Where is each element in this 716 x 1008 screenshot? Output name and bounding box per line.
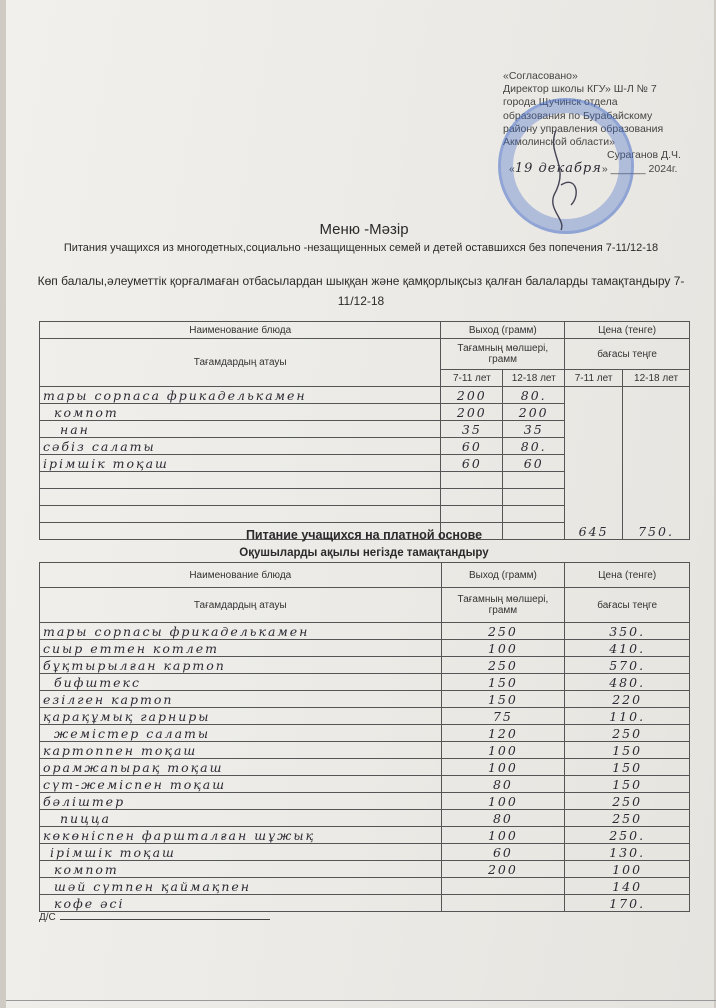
approval-line: образования по Бурабайскому: [503, 109, 653, 122]
empty-cell: [441, 506, 503, 523]
col-header-price-ru: Цена (тенге): [565, 322, 690, 339]
dish-price: 250: [565, 725, 690, 742]
subtitle-kz: Көп балалы,әлеуметтік қорғалмаған отбасылардан шыққан және қамқорлықсыз қалған балаларды тамақтандыру 7-11/12-18: [37, 274, 685, 308]
dish-yield: 60: [441, 438, 503, 455]
total-price-12-18: 750.: [623, 387, 690, 540]
dish-price: 480.: [565, 674, 690, 691]
dish-name: жемістер салаты: [40, 725, 442, 742]
approval-line: Директор школы КГУ» Ш-Л № 7: [503, 83, 657, 96]
empty-cell: [503, 489, 565, 506]
dish-name: шәй сүтпен қаймақпен: [40, 878, 442, 895]
dish-name: кофе əсі: [40, 895, 442, 912]
dish-name: компот: [40, 861, 442, 878]
footer-signature-line: [39, 912, 270, 923]
dish-price: 140: [565, 878, 690, 895]
menu-table-free: [39, 321, 690, 540]
dish-name: бұқтырылған картоп: [40, 657, 442, 674]
dish-price: 220: [565, 691, 690, 708]
dish-price: 570.: [565, 657, 690, 674]
dish-name: қарақұмық гарниры: [40, 708, 442, 725]
approval-year: 2024г.: [648, 163, 678, 176]
approval-line: города Щучинск отдела: [503, 96, 618, 109]
dish-yield: 100: [441, 793, 565, 810]
total-price-7-11: 645: [565, 387, 623, 540]
dish-yield: 200: [441, 404, 503, 421]
empty-cell: [503, 506, 565, 523]
approval-signer: Сураганов Д.Ч.: [607, 149, 681, 162]
dish-yield: 200: [441, 861, 565, 878]
dish-yield: 250: [441, 623, 565, 640]
dish-yield: 80: [441, 810, 565, 827]
dish-yield: [441, 895, 565, 912]
dish-name: көкөніспен фаршталған шұжық: [40, 827, 442, 844]
dish-price: 250: [565, 810, 690, 827]
empty-cell: [40, 506, 441, 523]
dish-name: сәбіз салаты: [40, 438, 441, 455]
dish-name: тары сорпаса фрикаделькамен: [40, 387, 441, 404]
col-header-price-ru: Цена (тенге): [565, 563, 690, 588]
dish-yield: 200: [503, 404, 565, 421]
empty-cell: [40, 472, 441, 489]
dish-yield: 100: [441, 742, 565, 759]
signature-icon: [526, 125, 606, 235]
dish-yield: 100: [441, 759, 565, 776]
dish-price: 410.: [565, 640, 690, 657]
dish-yield: 80.: [503, 387, 565, 404]
dish-name: ірімшік тоқаш: [40, 455, 441, 472]
dish-name: бәліштер: [40, 793, 442, 810]
dish-price: 150: [565, 759, 690, 776]
col-header-yield-ru: Выход (грамм): [441, 322, 565, 339]
signature-line: [60, 919, 270, 920]
dish-yield: [441, 878, 565, 895]
dish-name: пицца: [40, 810, 442, 827]
col-header-name-kz: Тағамдардың атауы: [40, 339, 441, 387]
dish-name: сүт-жеміспен тоқаш: [40, 776, 442, 793]
approval-line: «Согласовано»: [503, 70, 578, 82]
dish-name: компот: [40, 404, 441, 421]
dish-yield: 100: [441, 827, 565, 844]
col-header-name-ru: Наименование блюда: [40, 563, 442, 588]
dish-price: 250: [565, 793, 690, 810]
col-header-price-kz: бағасы теңге: [565, 339, 690, 370]
col-header-name-ru: Наименование блюда: [40, 322, 441, 339]
dish-yield: 35: [503, 421, 565, 438]
dish-name: бифштекс: [40, 674, 442, 691]
dish-price: 130.: [565, 844, 690, 861]
approval-line: району управления образования: [503, 122, 664, 135]
empty-cell: [40, 489, 441, 506]
dish-name: езілген картоп: [40, 691, 442, 708]
dish-price: 250.: [565, 827, 690, 844]
dish-yield: 250: [441, 657, 565, 674]
dish-price: 150: [565, 742, 690, 759]
document-sheet: [6, 0, 714, 1008]
age-header: 12-18 лет: [503, 370, 565, 387]
age-header: 7-11 лет: [565, 370, 623, 387]
approval-line: Акмолинской области»: [503, 136, 615, 149]
age-header: 7-11 лет: [441, 370, 503, 387]
handwritten-date: 19 декабря: [514, 161, 602, 177]
empty-cell: [441, 472, 503, 489]
section-title-paid-ru: Питание учащихся на платной основе: [245, 528, 483, 542]
dish-yield: 75: [441, 708, 565, 725]
dish-price: 100: [565, 861, 690, 878]
col-header-name-kz: Тағамдардың атауы: [40, 588, 442, 623]
age-header: 12-18 лет: [623, 370, 690, 387]
dish-yield: 60: [503, 455, 565, 472]
dish-yield: 60: [441, 844, 565, 861]
dish-price: 170.: [565, 895, 690, 912]
dish-yield: 200: [441, 387, 503, 404]
page-title: Меню -Мәзір: [319, 221, 409, 238]
dish-yield: 35: [441, 421, 503, 438]
col-header-yield-ru: Выход (грамм): [441, 563, 565, 588]
dish-yield: 80.: [503, 438, 565, 455]
col-header-price-kz: бағасы теңге: [565, 588, 690, 623]
dish-yield: 80: [441, 776, 565, 793]
approval-date: «19 декабря» ______ 2024г.: [509, 161, 678, 177]
col-header-yield-kz: Тағамның мөлшері, грамм: [441, 339, 565, 370]
dish-price: 110.: [565, 708, 690, 725]
dish-yield: 60: [441, 455, 503, 472]
dish-name: нан: [40, 421, 441, 438]
empty-cell: [441, 489, 503, 506]
col-header-yield-kz: Тағамның мөлшері, грамм: [441, 588, 565, 623]
dish-yield: 100: [441, 640, 565, 657]
dish-price: 350.: [565, 623, 690, 640]
dish-price: 150: [565, 776, 690, 793]
divider: [6, 1000, 716, 1001]
dish-name: сиыр еттен котлет: [40, 640, 442, 657]
empty-cell: [503, 472, 565, 489]
footer-label: Д/С: [39, 912, 56, 923]
section-title-paid-kz: Оқушыларды ақылы негізде тамақтандыру: [239, 547, 489, 559]
dish-yield: 150: [441, 674, 565, 691]
dish-name: тары сорпасы фрикаделькамен: [40, 623, 442, 640]
dish-yield: 150: [441, 691, 565, 708]
dish-name: ірімшік тоқаш: [40, 844, 442, 861]
dish-yield: 120: [441, 725, 565, 742]
dish-name: картоппен тоқаш: [40, 742, 442, 759]
menu-table-paid: [39, 562, 690, 912]
subtitle-ru: Питания учащихся из многодетных,социально -незащищенных семей и детей оставшихся без попечения 7-11/12-18: [63, 242, 659, 254]
dish-name: орамжапырақ тоқаш: [40, 759, 442, 776]
